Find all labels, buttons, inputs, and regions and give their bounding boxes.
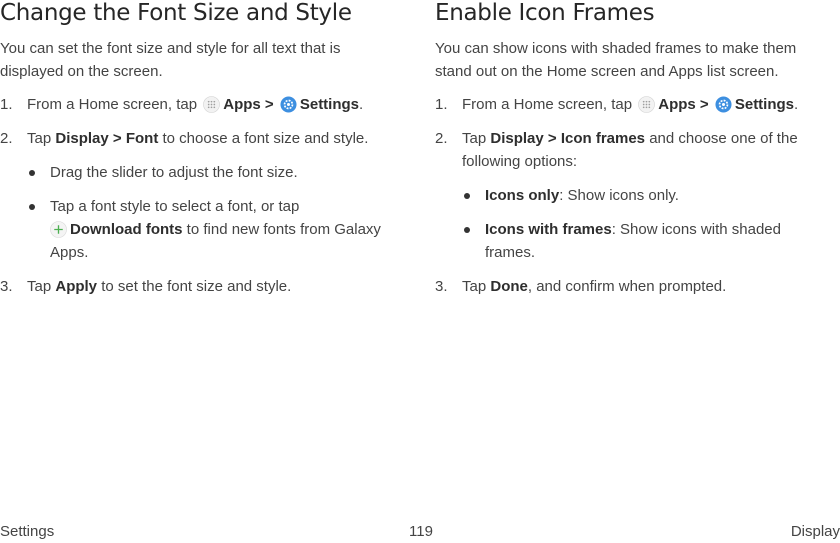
step-1: 1. From a Home screen, tap Apps > Settings. <box>435 93 835 116</box>
apply-label: Apply <box>55 278 98 295</box>
done-label: Done <box>490 278 528 295</box>
section-title-icon-frames: Enable Icon Frames <box>435 0 655 26</box>
font-label: Font <box>125 130 159 147</box>
download-fonts-label: Download fonts <box>70 221 183 238</box>
settings-icon <box>280 96 297 113</box>
step-2: 2. Tap Display > Font to choose a font size and style. <box>0 127 400 150</box>
step-3: 3. Tap Apply to set the font size and style. <box>0 275 400 298</box>
step-3: 3. Tap Done, and confirm when prompted. <box>435 275 835 298</box>
display-label: Display <box>55 130 109 147</box>
bullet-dot <box>464 193 470 199</box>
step-number: 2. <box>435 130 448 147</box>
icon-frames-label: Icon frames <box>560 130 646 147</box>
add-icon <box>50 221 67 238</box>
bullet-dot <box>29 204 35 210</box>
left-column <box>0 0 400 298</box>
bullet-slider: Drag the slider to adjust the font size. <box>0 161 400 184</box>
settings-label: Settings <box>734 96 795 113</box>
footer-section: Settings <box>0 523 55 540</box>
footer-chapter: Display <box>790 523 840 540</box>
bullet-icons-with-frames: Icons with frames: Show icons with shaded frames. <box>435 218 835 264</box>
step-number: 3. <box>0 278 13 295</box>
step-1: 1. From a Home screen, tap Apps > Settings. <box>0 93 400 116</box>
settings-icon <box>715 96 732 113</box>
settings-label: Settings <box>299 96 360 113</box>
page-number: 119 <box>409 523 433 540</box>
icons-only-label: Icons only <box>485 187 560 204</box>
step-number: 1. <box>0 96 13 113</box>
right-column <box>435 0 835 298</box>
apps-label: Apps <box>658 96 696 113</box>
bullet-font-style: Tap a font style to select a font, or tap Download fonts to find new fonts from Galaxy Apps. <box>0 195 400 264</box>
display-label: Display <box>490 130 544 147</box>
apps-icon <box>638 96 655 113</box>
bullet-dot <box>29 170 35 176</box>
apps-label: Apps <box>223 96 261 113</box>
step-number: 1. <box>435 96 448 113</box>
step-number: 2. <box>0 130 13 147</box>
bullet-icons-only: Icons only: Show icons only. <box>435 184 835 207</box>
apps-icon <box>203 96 220 113</box>
step-number: 3. <box>435 278 448 295</box>
intro-text: You can show icons with shaded frames to make them stand out on the Home screen and Apps list screen. <box>435 40 797 80</box>
bullet-dot <box>464 227 470 233</box>
section-title-font-size: Change the Font Size and Style <box>0 0 352 26</box>
intro-text: You can set the font size and style for all text that is displayed on the screen. <box>0 40 341 80</box>
step-2: 2. Tap Display > Icon frames and choose one of the following options: <box>435 127 835 173</box>
icons-with-frames-label: Icons with frames <box>485 221 612 238</box>
